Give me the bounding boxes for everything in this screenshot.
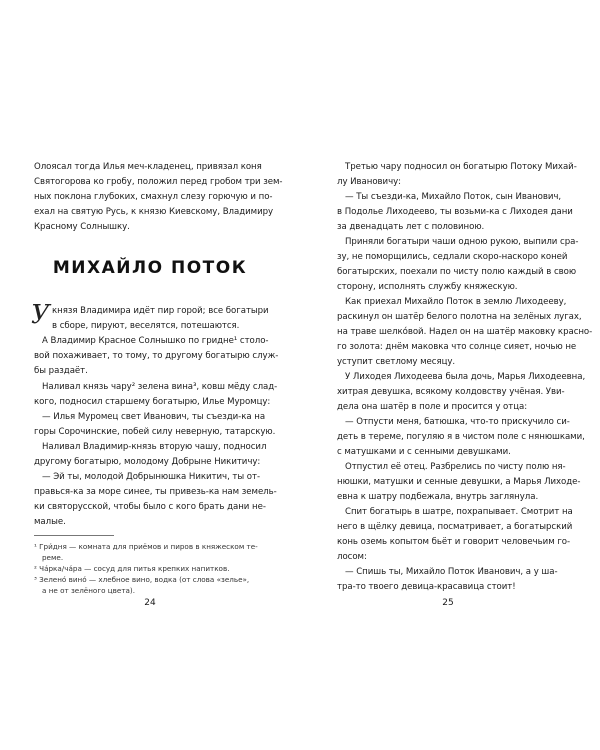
story-line: — Илья Муромец свет Иванович, ты съезди-ка на: [42, 412, 266, 422]
story-line: кого, подносил старшему богатырю, Илье Муромцу:: [34, 397, 271, 407]
body-line: конь оземь копытом бьёт и говорит человечьим го-: [337, 537, 571, 547]
page-number-left: 24: [144, 598, 156, 608]
story-line: А Владимир Красное Солнышко по гридне¹ столо-: [42, 336, 269, 346]
right-page: [300, 0, 600, 750]
story-line: бы раздаёт.: [34, 366, 88, 376]
story-line: Наливал Владимир-князь вторую чашу, подносил: [42, 442, 267, 452]
body-line: на траве шелко́вой. Надел он на шатёр маковку красно-: [337, 327, 593, 337]
body-line: с матушками и с сенными девушками.: [337, 447, 511, 457]
story-line: горы Сорочинские, побей силу неверную, татарскую.: [34, 427, 276, 437]
drop-cap: У: [31, 300, 50, 330]
story-line: в сборе, пируют, веселятся, потешаются.: [52, 321, 240, 331]
intro-line: Олоясал тогда Илья меч-кладенец, привязал коня: [34, 162, 262, 172]
body-line: У Лиходея Лиходеева была дочь, Марья Лиходеевна,: [345, 372, 586, 382]
body-line: Приняли богатыри чаши одною рукою, выпили сра-: [345, 237, 579, 247]
body-line: го золота: днём маковка что солнце сияет, ночью не: [337, 342, 577, 352]
page-number-right: 25: [442, 598, 454, 608]
story-line: князя Владимира идёт пир горой; все богатыри: [52, 306, 269, 316]
footnote-line: ³ Зелено́ вино́ — хлебное вино, водка (от слова «зелье»,: [34, 575, 250, 584]
body-line: уступит светлому месяцу.: [337, 357, 456, 367]
body-line: дела она шатёр в поле и просится у отца:: [337, 402, 528, 412]
body-line: лосом:: [337, 552, 367, 562]
body-line: раскинул он шатёр белого полотна на зелёных лугах,: [337, 312, 582, 322]
body-line: в Подолье Лиходеево, ты возьми-ка с Лиходея дани: [337, 207, 573, 217]
story-line: другому богатырю, молодому Добрыне Никитичу:: [34, 457, 261, 467]
chapter-heading: МИХАЙЛО ПОТОК: [52, 258, 248, 278]
body-line: Третью чару подносил он богатырю Потоку Михай-: [345, 162, 577, 172]
body-line: деть в тереме, погуляю я в чистом поле с нянюшками,: [337, 432, 585, 442]
body-line: тра-то твоего девица-красавица стоит!: [337, 582, 516, 592]
body-line: — Спишь ты, Михайло Поток Иванович, а у ша-: [345, 567, 558, 577]
body-line: Как приехал Михайло Поток в землю Лиходееву,: [345, 297, 567, 307]
body-line: Спит богатырь в шатре, похрапывает. Смотрит на: [345, 507, 573, 517]
body-line: евна к шатру подбежала, внутрь заглянула.: [337, 492, 539, 502]
body-line: за двенадцать лет с половиною.: [337, 222, 485, 232]
story-line: малые.: [34, 517, 66, 527]
body-line: — Ты съезди-ка, Михайло Поток, сын Иванович,: [345, 192, 562, 202]
body-line: — Отпусти меня, батюшка, что-то прискучило си-: [345, 417, 570, 427]
intro-line: ных поклона глубоких, смахнул слезу горючую и по-: [34, 192, 273, 202]
story-line: правься-ка за море синее, ты привезь-ка нам земель-: [34, 487, 277, 497]
intro-line: Святогорова ко гробу, положил перед гробом три зем-: [34, 177, 283, 187]
footnote-line: реме.: [42, 553, 64, 562]
body-line: богатырских, поехали по чисту полю каждый в свою: [337, 267, 577, 277]
footnote-line: а не от зелёного цвета).: [42, 586, 136, 595]
body-line: Отпустил её отец. Разбрелись по чисту полю ня-: [345, 462, 566, 472]
story-line: ки святорусской, чтобы было с кого брать дани не-: [34, 502, 266, 512]
intro-line: Красному Солнышку.: [34, 222, 130, 232]
body-line: зу, не поморщились, седлали скоро-наскоро коней: [337, 252, 568, 262]
body-line: сторону, исполнять службу княжескую.: [337, 282, 518, 292]
footnote-line: ¹ Гри́дня — комната для приёмов и пиров в княжеском те-: [34, 542, 258, 551]
body-line: нюшки, матушки и сенные девушки, а Марья Лиходе-: [337, 477, 581, 487]
story-line: вой похаживает, то тому, то другому богатырю служ-: [34, 351, 279, 361]
story-line: Наливал князь чару² зелена вина³, ковш мёду слад-: [42, 382, 278, 392]
intro-line: ехал на святую Русь, к князю Киевскому, Владимиру: [34, 207, 274, 217]
body-line: лу Ивановичу:: [337, 177, 402, 187]
body-line: него в щёлку девица, посматривает, а богатырский: [337, 522, 573, 532]
body-line: хитрая девушка, всякому колдовству учёная. Уви-: [337, 387, 565, 397]
story-line: — Эй ты, молодой Добрынюшка Никитич, ты от-: [42, 472, 261, 482]
footnote-line: ² Ча́рка/ча́ра — сосуд для питья крепких напитков.: [34, 564, 230, 573]
footnote-divider: [34, 535, 114, 536]
